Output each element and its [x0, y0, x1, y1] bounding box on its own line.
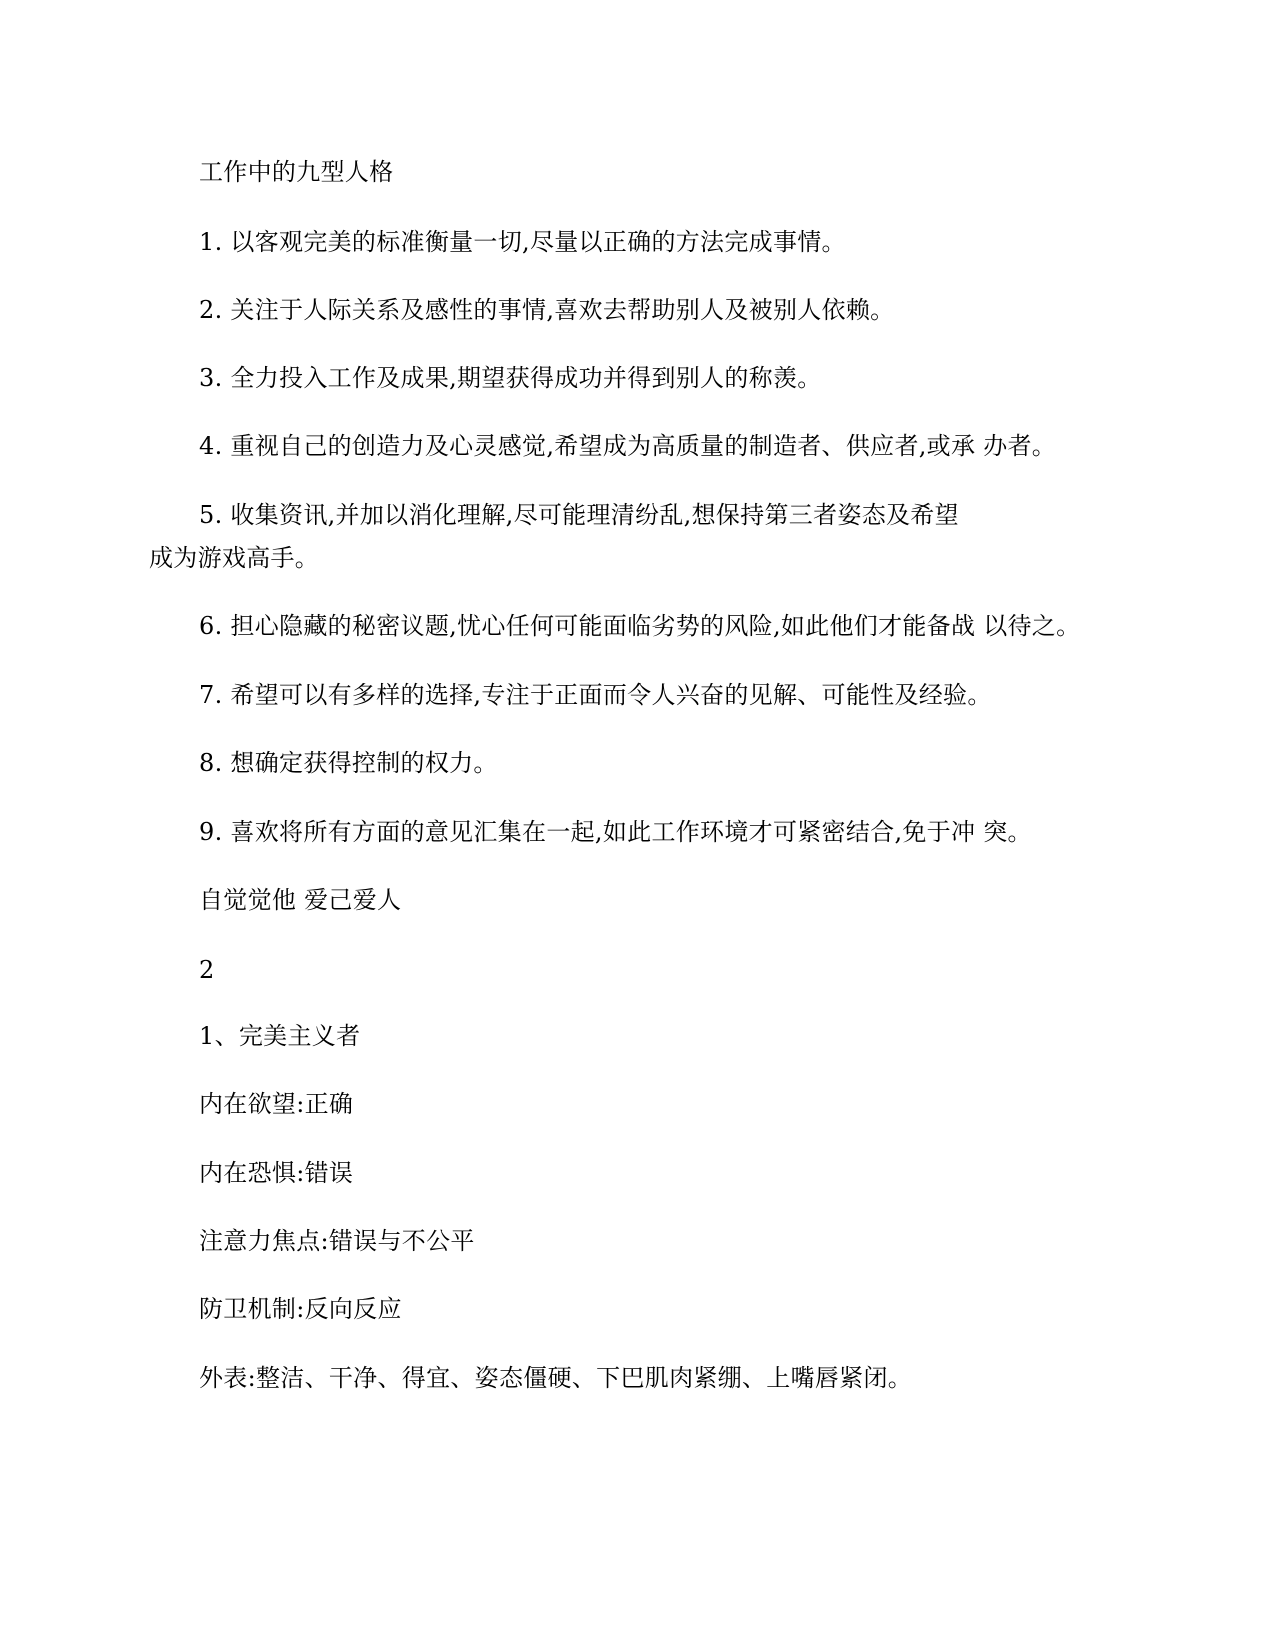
list-item-6: 6. 担心隐藏的秘密议题,忧心任何可能面临劣势的风险,如此他们才能备战 以待之。 [199, 612, 1081, 640]
list-item-2: 2. 关注于人际关系及感性的事情,喜欢去帮助别人及被别人依赖。 [199, 296, 895, 324]
page-number: 2 [199, 956, 215, 984]
document-title: 工作中的九型人格 [199, 158, 394, 186]
list-item-8: 8. 想确定获得控制的权力。 [199, 749, 498, 777]
inner-desire: 内在欲望:正确 [199, 1090, 354, 1118]
appearance: 外表:整洁、干净、得宜、姿态僵硬、下巴肌肉紧绷、上嘴唇紧闭。 [199, 1364, 913, 1392]
list-item-3: 3. 全力投入工作及成果,期望获得成功并得到别人的称羡。 [199, 364, 822, 392]
inner-fear: 内在恐惧:错误 [199, 1159, 354, 1187]
section-heading: 1、完美主义者 [199, 1022, 361, 1050]
attention-focus: 注意力焦点:错误与不公平 [199, 1227, 475, 1255]
list-item-4: 4. 重视自己的创造力及心灵感觉,希望成为高质量的制造者、供应者,或承 办者。 [199, 432, 1057, 460]
motto: 自觉觉他 爱己爱人 [199, 886, 402, 914]
list-item-1: 1. 以客观完美的标准衡量一切,尽量以正确的方法完成事情。 [199, 228, 846, 256]
list-item-5-continuation: 成为游戏高手。 [149, 544, 320, 572]
list-item-5: 5. 收集资讯,并加以消化理解,尽可能理清纷乱,想保持第三者姿态及希望 [199, 501, 959, 529]
list-item-7: 7. 希望可以有多样的选择,专注于正面而令人兴奋的见解、可能性及经验。 [199, 681, 992, 709]
defense-mechanism: 防卫机制:反向反应 [199, 1295, 402, 1323]
list-item-9: 9. 喜欢将所有方面的意见汇集在一起,如此工作环境才可紧密结合,免于冲 突。 [199, 818, 1032, 846]
